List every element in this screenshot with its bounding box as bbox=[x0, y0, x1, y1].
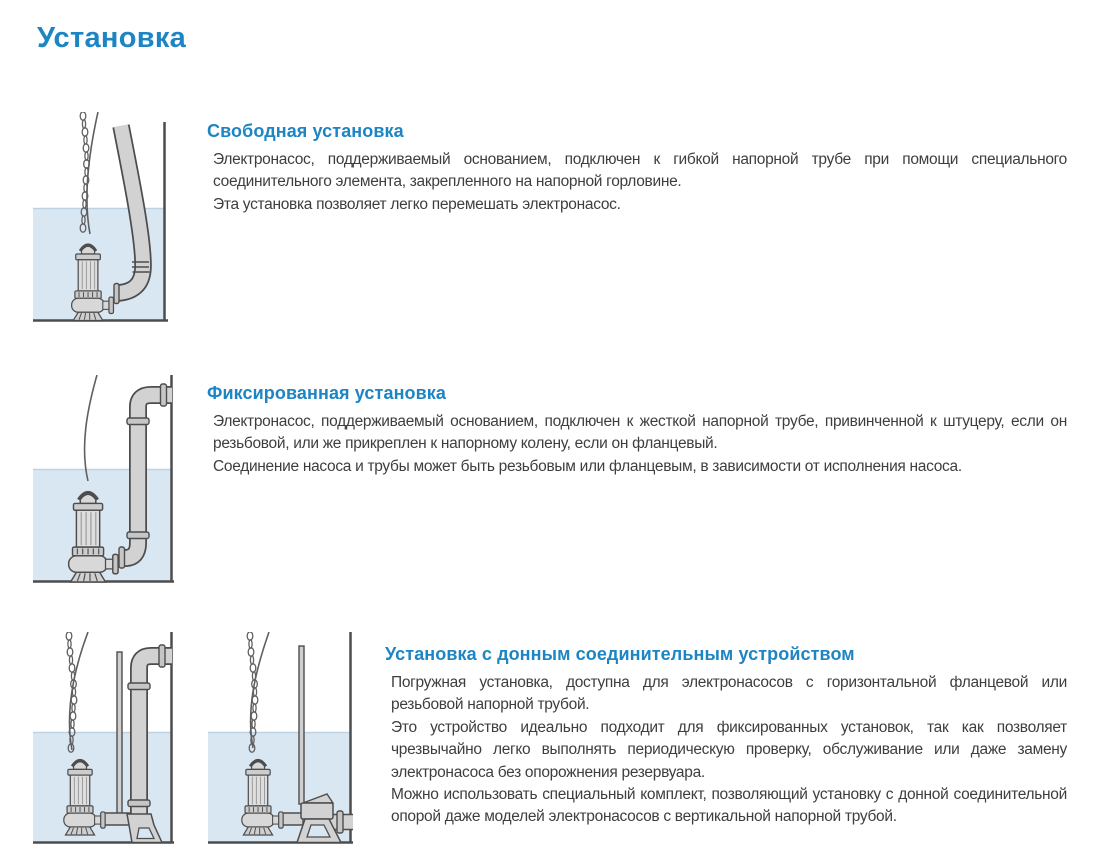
section-free-installation bbox=[207, 121, 1067, 216]
figure-bottom-coupling-horizontal bbox=[208, 632, 353, 846]
section-paragraph: Электронасос, поддерживаемый основанием, подключен к жесткой напорной трубе, привинченной к штуцеру, если он резьбовой, или же прикреплен к напорному колену, если он фланцевый. bbox=[213, 413, 1067, 453]
power-cable bbox=[85, 375, 97, 481]
figure-fixed-installation bbox=[33, 375, 174, 585]
figure-free-installation bbox=[33, 112, 168, 324]
figure-bottom-coupling-vertical bbox=[33, 632, 174, 846]
section-paragraph: Погружная установка, доступна для электронасосов с горизонтальной фланцевой или резьбовой напорной трубой. bbox=[391, 674, 1067, 714]
section-fixed-installation bbox=[207, 383, 1067, 478]
section-paragraph: Соединение насоса и трубы может быть резьбовым или фланцевым, в зависимости от исполнения насоса. bbox=[213, 457, 962, 475]
guide-rod bbox=[117, 652, 122, 815]
section-bottom-coupling-installation bbox=[385, 644, 1067, 829]
section-paragraph: Это устройство идеально подходит для фиксированных установок, так как позволяет чрезвычайно легко выполнять периодическую проверку, обслуживание или даже замену электронасоса без опорожнения резервуара. bbox=[391, 718, 1067, 781]
pump-fixed-installation-rigid-pipe-illustration bbox=[33, 375, 174, 585]
pump-bottom-coupling-vertical-pipe-illustration bbox=[33, 632, 174, 846]
section-heading: Свободная установка bbox=[207, 121, 404, 141]
section-paragraph: Можно использовать специальный комплект, позволяющий установку с донной соединительной опорой даже моделей электронасосов с вертикальной напорной трубой. bbox=[391, 786, 1067, 826]
pump-bottom-coupling-horizontal-pipe-illustration bbox=[208, 632, 353, 846]
section-heading: Установка с донным соединительным устройством bbox=[385, 644, 855, 664]
section-paragraph: Эта установка позволяет легко перемешать электронасос. bbox=[213, 195, 621, 213]
pump-free-installation-flexible-hose-illustration bbox=[33, 112, 168, 324]
guide-rod bbox=[299, 646, 304, 804]
section-heading: Фиксированная установка bbox=[207, 383, 447, 403]
page-title: Установка bbox=[37, 22, 187, 54]
section-paragraph: Электронасос, поддерживаемый основанием, подключен к гибкой напорной трубе при помощи специального соединительного элемента, закрепленного на напорной горловине. bbox=[213, 151, 1067, 191]
